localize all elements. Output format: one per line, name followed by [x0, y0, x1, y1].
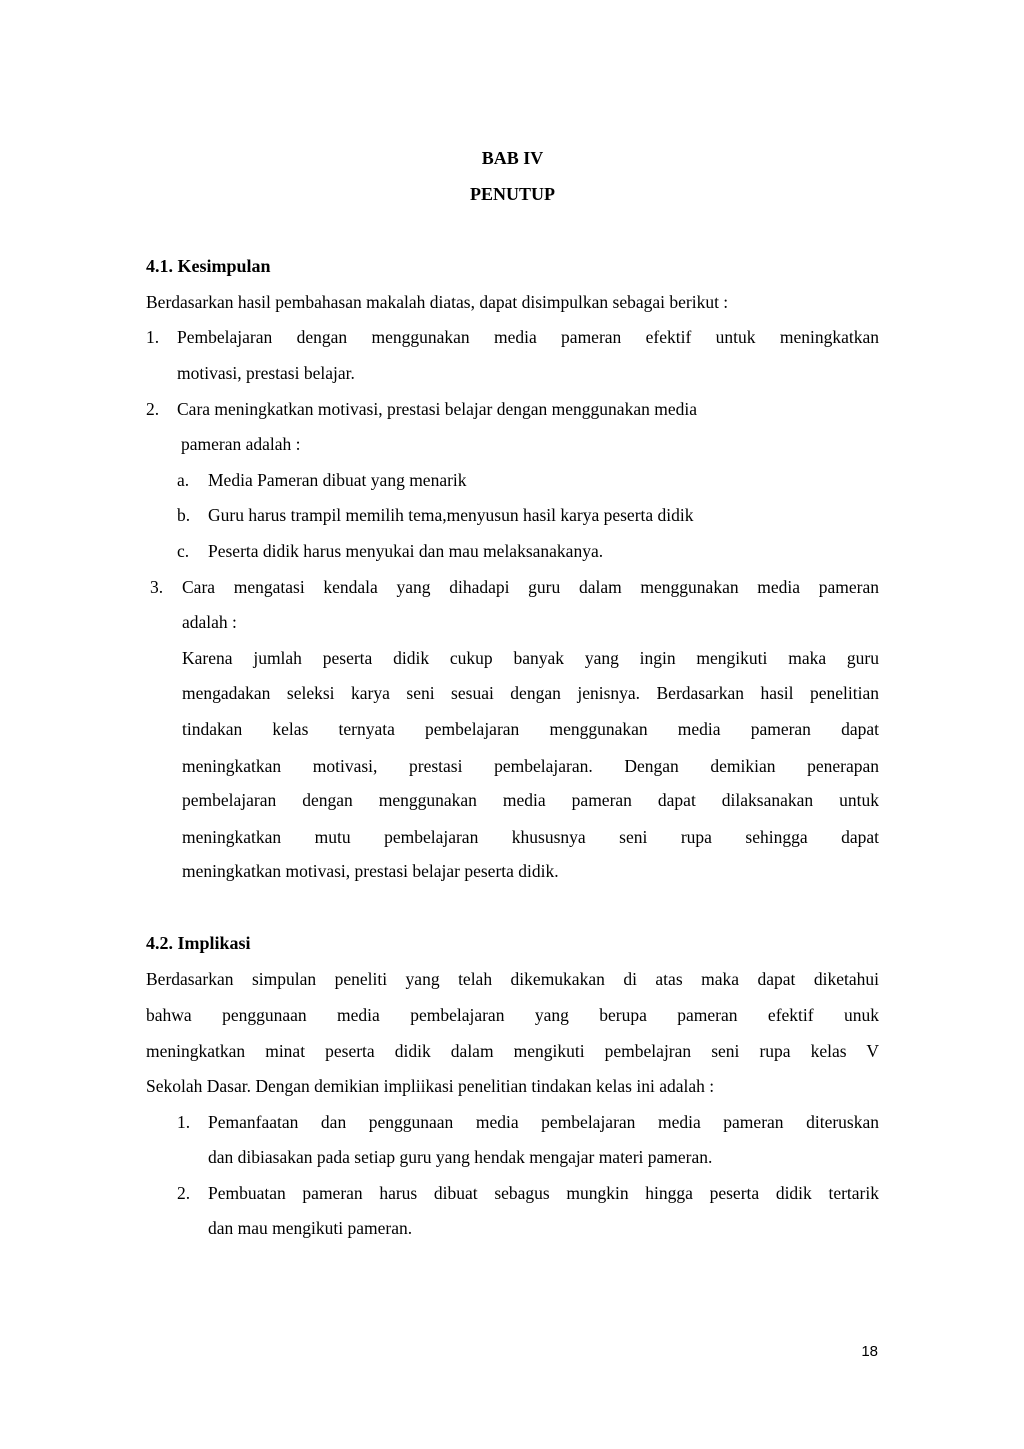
list-marker: 2.: [177, 1183, 191, 1203]
list-marker: 1.: [146, 327, 160, 347]
list-marker: 2.: [146, 399, 160, 419]
list-item-line: Cara meningkatkan motivasi, prestasi belajar dengan menggunakan media: [177, 399, 697, 419]
list-item-line: dan dibiasakan pada setiap guru yang hendak mengajar materi pameran.: [208, 1147, 713, 1167]
sublist-marker: b.: [177, 505, 191, 525]
chapter-title: PENUTUP: [470, 184, 555, 204]
sublist-item: Peserta didik harus menyukai dan mau melaksanakanya.: [208, 541, 604, 561]
section-intro: Berdasarkan hasil pembahasan makalah diatas, dapat disimpulkan sebagai berikut :: [146, 292, 729, 312]
list-marker: 3.: [150, 577, 164, 597]
paragraph-line: Sekolah Dasar. Dengan demikian impliikasi penelitian tindakan kelas ini adalah :: [146, 1076, 715, 1096]
paragraph-line: tindakan kelas ternyata pembelajaran menggunakan media pameran dapat: [182, 719, 879, 739]
paragraph-line: meningkatkan mutu pembelajaran khususnya seni rupa sehingga dapat: [182, 827, 879, 847]
list-marker: 1.: [177, 1112, 191, 1132]
section-heading-kesimpulan: 4.1. Kesimpulan: [146, 256, 271, 276]
list-item-line: pameran adalah :: [181, 434, 301, 454]
sublist-item: Guru harus trampil memilih tema,menyusun hasil karya peserta didik: [208, 505, 694, 525]
section-heading-implikasi: 4.2. Implikasi: [146, 933, 251, 953]
sublist-item: Media Pameran dibuat yang menarik: [208, 470, 467, 490]
list-item-line: adalah :: [182, 612, 237, 632]
sublist-marker: c.: [177, 541, 190, 561]
list-item-line: Cara mengatasi kendala yang dihadapi guru dalam menggunakan media pameran: [182, 577, 879, 597]
page-number: 18: [861, 1343, 878, 1360]
paragraph-line: mengadakan seleksi karya seni sesuai dengan jenisnya. Berdasarkan hasil penelitian: [182, 683, 879, 703]
paragraph-line: pembelajaran dengan menggunakan media pameran dapat dilaksanakan untuk: [182, 790, 879, 810]
list-item-line: Pembuatan pameran harus dibuat sebagus mungkin hingga peserta didik tertarik: [208, 1183, 879, 1203]
list-item-line: Pemanfaatan dan penggunaan media pembelajaran media pameran diteruskan: [208, 1112, 879, 1132]
chapter-number: BAB IV: [481, 148, 544, 168]
paragraph-line: Berdasarkan simpulan peneliti yang telah dikemukakan di atas maka dapat diketahui: [146, 969, 879, 989]
list-item-line: motivasi, prestasi belajar.: [177, 363, 355, 383]
paragraph-line: meningkatkan motivasi, prestasi pembelajaran. Dengan demikian penerapan: [182, 756, 879, 776]
paragraph-line: Karena jumlah peserta didik cukup banyak yang ingin mengikuti maka guru: [182, 648, 879, 668]
list-item-line: Pembelajaran dengan menggunakan media pameran efektif untuk meningkatkan: [177, 327, 879, 347]
list-item-line: dan mau mengikuti pameran.: [208, 1218, 413, 1238]
paragraph-line: meningkatkan motivasi, prestasi belajar peserta didik.: [182, 861, 559, 881]
paragraph-line: bahwa penggunaan media pembelajaran yang berupa pameran efektif unuk: [146, 1005, 879, 1025]
paragraph-line: meningkatkan minat peserta didik dalam mengikuti pembelajran seni rupa kelas V: [146, 1041, 879, 1061]
sublist-marker: a.: [177, 470, 190, 490]
